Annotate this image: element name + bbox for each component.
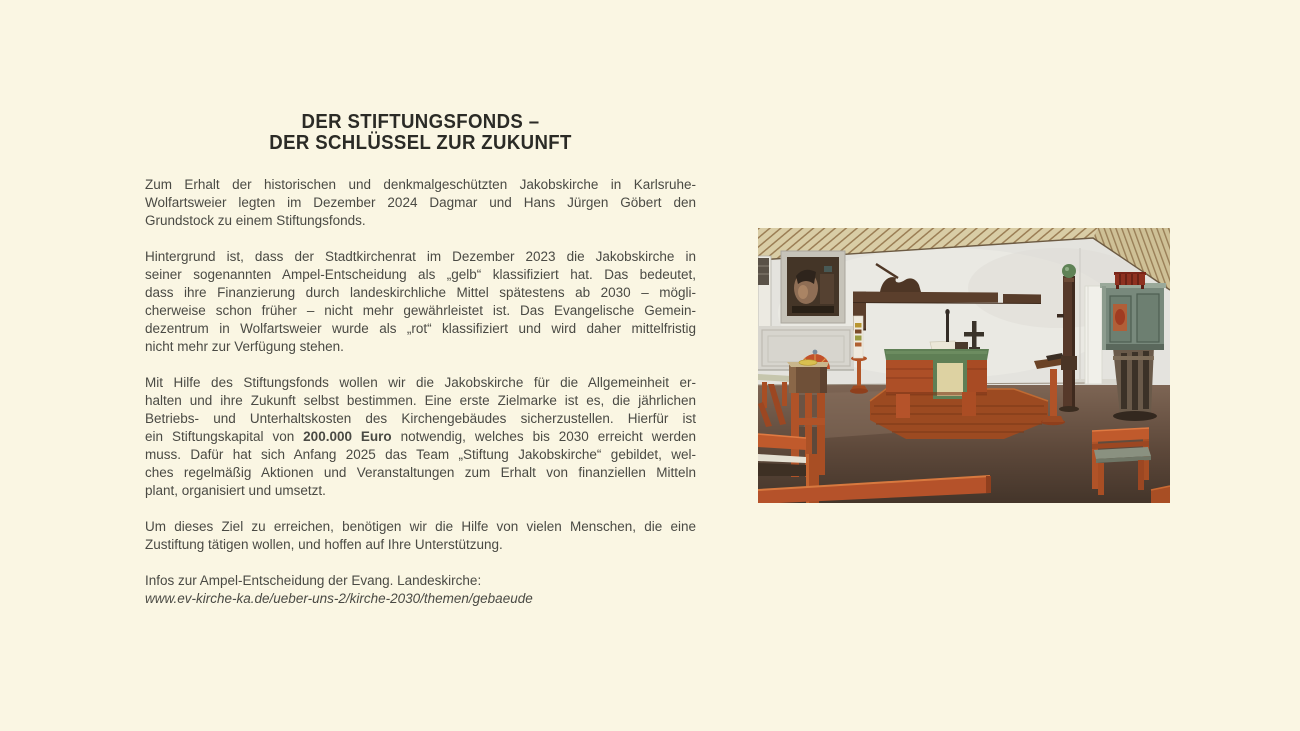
text-line: cherweise schon früher – nicht mehr gewährleistet ist. Das Evangelische Gemein- <box>145 303 696 318</box>
door-opening <box>1085 286 1102 384</box>
text-line: Zum Erhalt der historischen und denkmalgeschützten Jakobskirche in Karlsruhe- <box>145 177 696 192</box>
paragraph <box>145 176 696 230</box>
text-segment: ein Stiftungskapital von <box>145 429 304 444</box>
text-line: Grundstock zu einem Stiftungsfonds. <box>145 213 366 228</box>
page-title-line-1: DER STIFTUNGSFONDS – <box>301 111 540 133</box>
text-line: Hintergrund ist, dass der Stadtkirchenrat im Dezember 2023 die Jakobskirche in <box>145 249 696 264</box>
emphasized-amount: 200.000 Euro <box>303 429 392 444</box>
text-line: Mit Hilfe des Stiftungsfonds wollen wir die Jakobskirche für die Allgemeinheit er- <box>145 375 696 390</box>
church-interior-illustration <box>758 228 1170 503</box>
text-line: www.ev-kirche-ka.de/ueber-uns-2/kirche-2030/themen/gebaeude <box>145 591 533 606</box>
paragraph <box>145 518 696 554</box>
painting <box>781 251 845 323</box>
text-line: Zustiftung tätigen wollen, und hoffen auf Ihre Unterstützung. <box>145 537 503 552</box>
text-line: nicht mehr zur Verfügung stehen. <box>145 339 344 354</box>
text-line: Betriebs- und Unterhaltskosten des Kirchengebäudes sicherzustellen. Hierfür ist <box>145 411 696 426</box>
church-interior-photo <box>758 228 1170 503</box>
text-line: dezentrum in Wolfartsweier wurde als „rot“ klassifiziert und wird daher mittelfristig <box>145 321 696 336</box>
text-line: halten und ihre Zukunft selbst bestimmen. Eine erste Zielmarke ist es, die jährlichen <box>145 393 696 408</box>
text-line: seiner sogenannten Ampel-Entscheidung als „gelb“ klassifiziert hat. Das bedeutet, <box>145 267 696 282</box>
paragraph <box>145 572 696 608</box>
page-title-line-2: DER SCHLÜSSEL ZUR ZUKUNFT <box>269 132 572 154</box>
text-line: Wolfartsweier legten im Dezember 2024 Dagmar und Hans Jürgen Göbert den <box>145 195 696 210</box>
text-line: dass ihre Finanzierung durch landeskirchliche Mittel spätestens ab 2030 – mögli- <box>145 285 696 300</box>
text-line: ches regelmäßig Aktionen und Veranstaltungen zum Erhalt von finanziellen Mitteln <box>145 465 696 480</box>
paragraph <box>145 248 696 356</box>
body-text <box>145 176 696 608</box>
text-line: Infos zur Ampel-Entscheidung der Evang. Landeskirche: <box>145 573 482 588</box>
page-title <box>164 112 676 154</box>
text-line: plant, organisiert und umsetzt. <box>145 483 326 498</box>
text-column <box>145 112 696 626</box>
text-line: muss. Dafür hat sich Anfang 2025 das Team „Stiftung Jakobskirche“ gebildet, wel- <box>145 447 696 462</box>
paragraph <box>145 374 696 500</box>
altar-bible <box>930 341 957 350</box>
text-segment: notwendig, welches bis 2030 erreicht werden <box>391 429 696 444</box>
text-line <box>145 428 696 446</box>
text-line: Um dieses Ziel zu erreichen, benötigen wir die Hilfe von vielen Menschen, die eine <box>145 519 696 534</box>
